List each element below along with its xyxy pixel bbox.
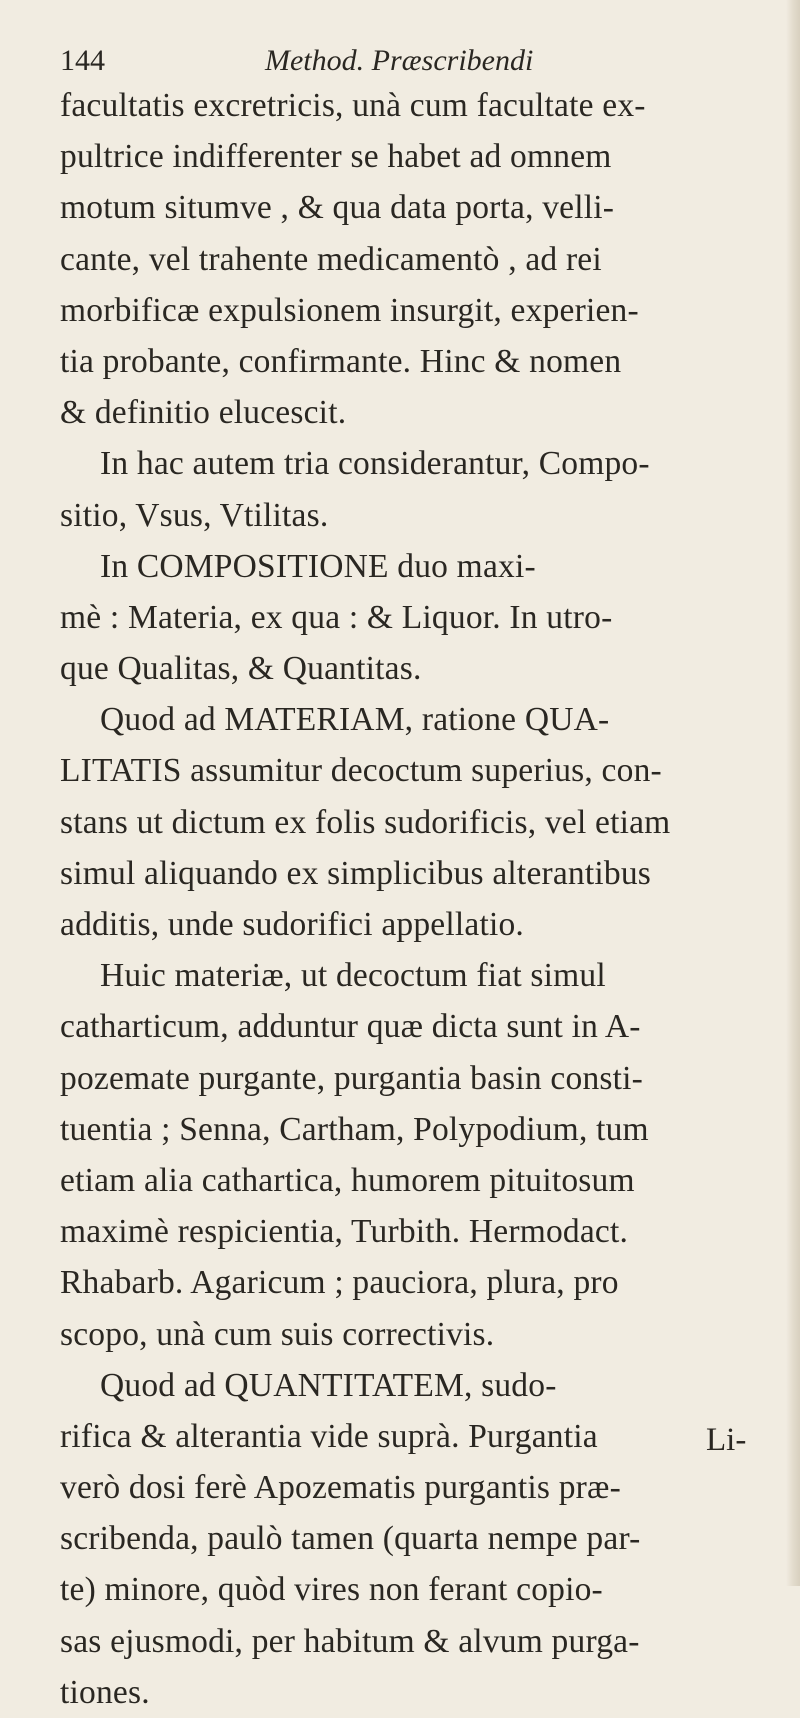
text-line: tiones. [60,1673,150,1711]
page-header [60,44,620,84]
page-number: 144 [60,44,105,77]
text-line: In COMPOSITIONE duo maxi- [100,547,536,585]
text-line: Quod ad MATERIAM, ratione QUA- [100,701,610,739]
text-line: scopo, unà cum suis correctivis. [60,1315,495,1353]
body-text [60,80,760,1718]
text-line: maximè respicientia, Turbith. Hermodact. [60,1213,629,1251]
text-line: & definitio elucescit. [60,394,347,432]
text-line: simul aliquando ex simplicibus alterantibus [60,854,652,892]
text-line: pozemate purgante, purgantia basin consti- [60,1059,644,1097]
catchword: Li- [706,1422,747,1458]
text-line: Rhabarb. Agaricum ; pauciora, plura, pro [60,1264,619,1302]
page-edge-shadow [786,0,800,1586]
text-line: mè : Materia, ex qua : & Liquor. In utro- [60,598,613,636]
text-line: scribenda, paulò tamen (quarta nempe par- [60,1520,641,1558]
text-line: etiam alia cathartica, humorem pituitosum [60,1161,635,1199]
text-line: te) minore, quòd vires non ferant copio- [60,1571,603,1609]
text-line: pultrice indifferenter se habet ad omnem [60,138,612,176]
text-line: facultatis excretricis, unà cum facultate ex- [60,87,646,124]
text-line: morbificæ expulsionem insurgit, experien- [60,291,639,329]
text-line: additis, unde sudorifici appellatio. [60,906,524,943]
text-line: cante, vel trahente medicamentò , ad rei [60,240,602,278]
text-line: LITATIS assumitur decoctum superius, con- [60,752,662,790]
text-line: Quod ad QUANTITATEM, sudo- [100,1366,557,1404]
text-line: rifica & alterantia vide suprà. Purgantia [60,1417,598,1455]
text-line: tuentia ; Senna, Cartham, Polypodium, tum [60,1110,649,1148]
text-line: sas ejusmodi, per habitum & alvum purga- [60,1622,640,1660]
text-line: Huic materiæ, ut decoctum fiat simul [100,957,606,995]
running-title: Method. Præscribendi [265,44,534,77]
text-line: verò dosi ferè Apozematis purgantis præ- [60,1469,621,1507]
text-line: tia probante, confirmante. Hinc & nomen [60,342,622,380]
text-line: stans ut dictum ex folis sudorificis, vel etiam [60,803,671,841]
text-line: sitio, Vsus, Vtilitas. [60,496,329,534]
text-line: que Qualitas, & Quantitas. [60,650,422,688]
text-line: catharticum, adduntur quæ dicta sunt in A- [60,1008,641,1046]
text-line: In hac autem tria considerantur, Compo- [100,445,650,483]
text-line: motum situmve , & qua data porta, velli- [60,189,615,227]
